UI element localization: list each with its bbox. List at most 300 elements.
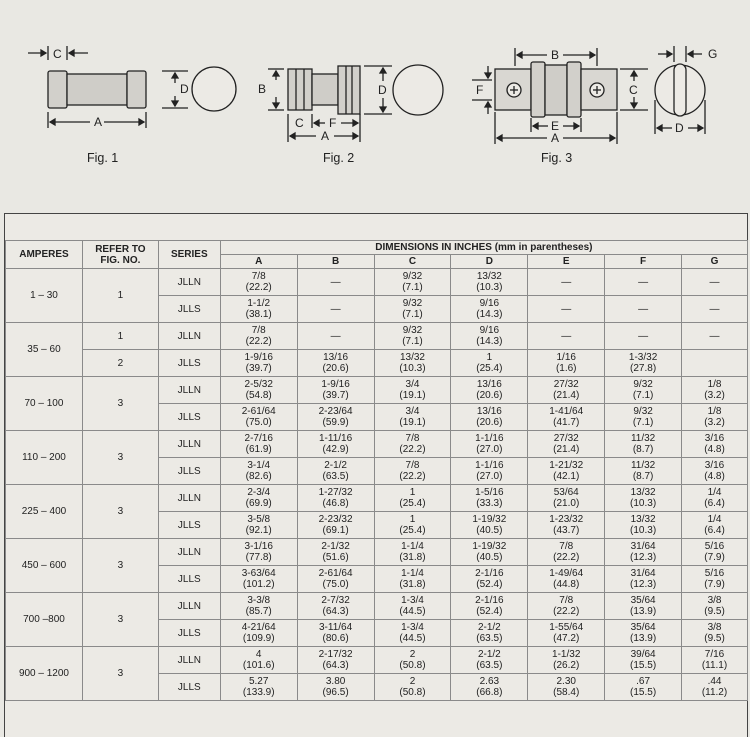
- inch-value: 1-3/4: [401, 622, 424, 633]
- mm-value: (14.3): [476, 336, 503, 347]
- inch-value: 1-19/32: [472, 541, 507, 552]
- mm-value: (44.8): [553, 579, 580, 590]
- inch-value: 3-5/8: [247, 514, 271, 525]
- mm-value: (4.8): [704, 444, 725, 455]
- dimension-cell-f: [605, 485, 682, 512]
- inch-value: 7/8: [251, 271, 266, 282]
- fig2-label-c: C: [295, 116, 304, 130]
- table-row: [6, 647, 748, 674]
- dimension-cell-d: [451, 593, 528, 620]
- inch-value: 1/16: [556, 352, 576, 363]
- mm-value: (22.2): [399, 471, 426, 482]
- mm-value: (4.8): [704, 471, 725, 482]
- dimension-cell-e: [528, 674, 605, 701]
- dimension-cell-c: [374, 269, 451, 296]
- mm-value: (10.3): [399, 363, 426, 374]
- table-row: [6, 350, 748, 377]
- dimension-cell-f: [605, 566, 682, 593]
- mm-value: (7.9): [704, 579, 725, 590]
- inch-value: 7/8: [405, 433, 420, 444]
- inch-value: 1-5/16: [475, 487, 504, 498]
- mm-value: (44.5): [399, 633, 426, 644]
- dimensions-table: [5, 240, 748, 701]
- series-cell: JLLN: [158, 593, 220, 620]
- dimension-cell-c: [374, 458, 451, 485]
- header-col-c: C: [374, 255, 451, 269]
- inch-value: 9/32: [402, 271, 423, 282]
- inch-value: 1-1/4: [401, 541, 424, 552]
- inch-value: 13/32: [630, 514, 656, 525]
- amperes-cell: 225 – 400: [6, 485, 83, 539]
- mm-value: (50.8): [399, 687, 426, 698]
- mm-value: (101.2): [242, 579, 275, 590]
- dimension-cell-g: [682, 377, 748, 404]
- dimension-cell-f: [605, 674, 682, 701]
- mm-value: (51.6): [322, 552, 349, 563]
- mm-value: (44.5): [399, 606, 426, 617]
- inch-value: 3/8: [707, 595, 722, 606]
- table-row: [6, 593, 748, 620]
- mm-value: (21.0): [553, 498, 580, 509]
- mm-value: (22.2): [399, 444, 426, 455]
- dimension-cell-a: [220, 512, 297, 539]
- dimension-cell-b: [297, 593, 374, 620]
- dimension-cell-g: [682, 485, 748, 512]
- inch-value: 2-1/16: [475, 595, 504, 606]
- header-col-d: D: [451, 255, 528, 269]
- dimension-cell-a: [220, 323, 297, 350]
- series-cell: JLLS: [158, 458, 220, 485]
- series-cell: JLLN: [158, 377, 220, 404]
- mm-value: (96.5): [322, 687, 349, 698]
- mm-value: (26.2): [553, 660, 580, 671]
- mm-value: (52.4): [476, 606, 503, 617]
- mm-value: (3.2): [704, 390, 725, 401]
- header-col-g: G: [682, 255, 748, 269]
- mm-value: (19.1): [399, 390, 426, 401]
- inch-value: 3/16: [704, 433, 725, 444]
- mm-value: (21.4): [553, 390, 580, 401]
- inch-value: 1-27/32: [318, 487, 353, 498]
- dimension-cell-a: [220, 539, 297, 566]
- mm-value: (40.5): [476, 552, 503, 563]
- mm-value: (69.1): [322, 525, 349, 536]
- header-col-e: E: [528, 255, 605, 269]
- inch-value: 39/64: [630, 649, 656, 660]
- inch-value: 2.63: [479, 676, 500, 687]
- dimension-cell-g: [682, 458, 748, 485]
- inch-value: 2-23/64: [318, 406, 353, 417]
- mm-value: (133.9): [242, 687, 275, 698]
- inch-value: 53/64: [553, 487, 579, 498]
- series-cell: JLLN: [158, 539, 220, 566]
- dimension-cell-c: [374, 539, 451, 566]
- inch-value: 3/16: [704, 460, 725, 471]
- inch-value: 3-1/16: [244, 541, 273, 552]
- header-col-a: A: [220, 255, 297, 269]
- series-cell: JLLS: [158, 350, 220, 377]
- inch-value: 3-11/64: [319, 622, 353, 633]
- inch-value: 27/32: [553, 379, 579, 390]
- inch-value: 4-21/64: [241, 622, 276, 633]
- inch-value: 13/32: [630, 487, 656, 498]
- mm-value: (39.7): [322, 390, 349, 401]
- dimension-cell-d: [451, 323, 528, 350]
- dimension-cell-g: [682, 539, 748, 566]
- mm-value: (8.7): [632, 444, 654, 455]
- mm-value: (25.4): [399, 498, 426, 509]
- mm-value: (80.6): [322, 633, 349, 644]
- table-row: [6, 323, 748, 350]
- dimension-cell-e: [528, 566, 605, 593]
- inch-value: 3-3/8: [247, 595, 271, 606]
- fig1-label-d: D: [180, 82, 189, 96]
- dimension-cell-a: [220, 458, 297, 485]
- header-dimensions: DIMENSIONS IN INCHES (mm in parentheses): [220, 241, 747, 255]
- fig3-label-c: C: [629, 83, 638, 97]
- dimension-cell-b: [297, 674, 374, 701]
- dimension-cell-d: [451, 647, 528, 674]
- mm-value: (77.8): [245, 552, 272, 563]
- dimension-cell-g: [682, 296, 748, 323]
- dimension-cell-e: [528, 377, 605, 404]
- inch-value: 2.30: [556, 676, 576, 687]
- dimension-cell-d: [451, 296, 528, 323]
- inch-value: —: [638, 330, 649, 342]
- fig3-label-a: A: [551, 131, 560, 145]
- mm-value: (22.2): [553, 552, 580, 563]
- dimension-cell-e: [528, 485, 605, 512]
- mm-value: (27.0): [476, 444, 503, 455]
- mm-value: (20.6): [476, 417, 503, 428]
- inch-value: 1-1/4: [401, 568, 424, 579]
- inch-value: 31/64: [630, 568, 656, 579]
- mm-value: (7.9): [704, 552, 725, 563]
- inch-value: 1-9/16: [244, 352, 273, 363]
- fig3-drawing: [472, 46, 717, 145]
- mm-value: (21.4): [553, 444, 580, 455]
- inch-value: 11/32: [630, 433, 656, 444]
- inch-value: 2-7/32: [321, 595, 350, 606]
- amperes-cell: 450 – 600: [6, 539, 83, 593]
- mm-value: (82.6): [245, 471, 272, 482]
- inch-value: 2-7/16: [244, 433, 273, 444]
- mm-value: (20.6): [322, 363, 349, 374]
- dimension-cell-c: [374, 647, 451, 674]
- inch-value: 35/64: [630, 622, 656, 633]
- dimension-cell-b: [297, 458, 374, 485]
- dimension-cell-c: [374, 566, 451, 593]
- dimension-cell-b: [297, 566, 374, 593]
- fuse-diagrams: [0, 0, 750, 205]
- inch-value: 7/8: [405, 460, 420, 471]
- inch-value: 1: [409, 514, 416, 525]
- dimension-cell-g: [682, 323, 748, 350]
- series-cell: JLLS: [158, 620, 220, 647]
- inch-value: 2-3/4: [247, 487, 271, 498]
- amperes-cell: 70 – 100: [6, 377, 83, 431]
- inch-value: 9/32: [633, 406, 653, 417]
- series-cell: JLLS: [158, 512, 220, 539]
- inch-value: .67: [636, 676, 651, 687]
- inch-value: 2-1/32: [321, 541, 350, 552]
- inch-value: 13/16: [476, 379, 502, 390]
- dimension-cell-b: [297, 539, 374, 566]
- dimension-cell-f: [605, 377, 682, 404]
- inch-value: 7/8: [559, 541, 574, 552]
- dimension-cell-c: [374, 674, 451, 701]
- fig1-caption: Fig. 1: [87, 151, 119, 165]
- inch-value: 1-9/16: [321, 379, 350, 390]
- inch-value: 2: [409, 676, 416, 687]
- dimension-cell-c: [374, 512, 451, 539]
- series-cell: JLLN: [158, 485, 220, 512]
- inch-value: 4: [255, 649, 262, 660]
- inch-value: 3-63/64: [241, 568, 276, 579]
- mm-value: (11.1): [701, 660, 728, 671]
- dimension-cell-d: [451, 458, 528, 485]
- inch-value: 9/32: [402, 325, 423, 336]
- dimension-cell-c: [374, 431, 451, 458]
- dimension-cell-c: [374, 593, 451, 620]
- dimension-cell-b: [297, 296, 374, 323]
- mm-value: (1.6): [555, 363, 577, 374]
- dimension-cell-f: [605, 296, 682, 323]
- fig3-label-g: G: [708, 47, 718, 61]
- mm-value: (6.4): [704, 525, 725, 536]
- inch-value: .44: [707, 676, 722, 687]
- dimension-cell-g: [682, 620, 748, 647]
- inch-value: 35/64: [630, 595, 656, 606]
- dimension-cell-c: [374, 296, 451, 323]
- inch-value: 3/8: [707, 622, 722, 633]
- inch-value: 1-55/64: [549, 622, 584, 633]
- mm-value: (7.1): [402, 282, 423, 293]
- inch-value: —: [330, 303, 341, 315]
- mm-value: (42.1): [553, 471, 580, 482]
- inch-value: 9/16: [479, 325, 500, 336]
- dimension-cell-a: [220, 566, 297, 593]
- dimension-cell-g: [682, 512, 748, 539]
- fig2-drawing: [258, 65, 443, 143]
- dimension-cell-f: [605, 512, 682, 539]
- mm-value: (13.9): [630, 606, 657, 617]
- figures-area: [0, 0, 750, 205]
- dimension-cell-a: [220, 350, 297, 377]
- dimension-cell-e: [528, 539, 605, 566]
- dimension-cell-g: [682, 593, 748, 620]
- series-cell: JLLN: [158, 269, 220, 296]
- mm-value: (64.3): [322, 606, 349, 617]
- dimension-cell-c: [374, 404, 451, 431]
- header-amperes: AMPERES: [6, 241, 83, 269]
- mm-value: (31.8): [399, 552, 426, 563]
- inch-value: 1-3/32: [628, 352, 658, 363]
- dimension-cell-f: [605, 647, 682, 674]
- mm-value: (27.8): [630, 363, 657, 374]
- inch-value: 7/16: [704, 649, 725, 660]
- inch-value: 13/32: [476, 271, 502, 282]
- dimension-cell-a: [220, 404, 297, 431]
- inch-value: 1-1/16: [475, 460, 504, 471]
- fig1-label-c: C: [53, 47, 62, 61]
- dimension-cell-b: [297, 431, 374, 458]
- dimension-cell-a: [220, 647, 297, 674]
- dimension-cell-b: [297, 620, 374, 647]
- dimension-cell-a: [220, 431, 297, 458]
- mm-value: (41.7): [553, 417, 580, 428]
- mm-value: (6.4): [704, 498, 725, 509]
- inch-value: 9/16: [479, 298, 500, 309]
- mm-value: (20.6): [476, 390, 503, 401]
- mm-value: (10.3): [476, 282, 503, 293]
- inch-value: 2-1/2: [324, 460, 347, 471]
- mm-value: (64.3): [322, 660, 349, 671]
- header-series: SERIES: [158, 241, 220, 269]
- inch-value: 1/8: [707, 379, 722, 390]
- series-cell: JLLN: [158, 431, 220, 458]
- dimension-cell-c: [374, 620, 451, 647]
- dimension-cell-f: [605, 539, 682, 566]
- header-col-b: B: [297, 255, 374, 269]
- inch-value: 2-5/32: [244, 379, 273, 390]
- dimension-cell-d: [451, 350, 528, 377]
- inch-value: 9/32: [402, 298, 423, 309]
- dimension-cell-g: [682, 350, 748, 377]
- mm-value: (31.8): [399, 579, 426, 590]
- header-col-f: F: [605, 255, 682, 269]
- dimension-cell-d: [451, 539, 528, 566]
- table-row: [6, 485, 748, 512]
- series-cell: JLLN: [158, 323, 220, 350]
- dimension-cell-g: [682, 674, 748, 701]
- inch-value: —: [638, 276, 649, 288]
- inch-value: 2: [409, 649, 416, 660]
- dimension-cell-b: [297, 269, 374, 296]
- dimension-cell-f: [605, 431, 682, 458]
- dimension-cell-e: [528, 296, 605, 323]
- mm-value: (7.1): [632, 390, 654, 401]
- dimension-cell-b: [297, 512, 374, 539]
- dimension-cell-e: [528, 647, 605, 674]
- inch-value: 1-1/2: [247, 298, 271, 309]
- fig2-caption: Fig. 2: [323, 151, 355, 165]
- dimension-cell-b: [297, 404, 374, 431]
- mm-value: (58.4): [553, 687, 580, 698]
- dimension-cell-a: [220, 377, 297, 404]
- mm-value: (9.5): [704, 606, 725, 617]
- inch-value: 7/8: [559, 595, 574, 606]
- dimension-cell-e: [528, 431, 605, 458]
- dimension-cell-a: [220, 674, 297, 701]
- dimension-cell-e: [528, 350, 605, 377]
- inch-value: 13/16: [323, 352, 349, 363]
- dimension-cell-b: [297, 350, 374, 377]
- dimension-cell-d: [451, 485, 528, 512]
- table-row: [6, 539, 748, 566]
- amperes-cell: 700 –800: [6, 593, 83, 647]
- mm-value: (52.4): [476, 579, 503, 590]
- mm-value: (10.3): [630, 498, 657, 509]
- inch-value: —: [561, 303, 572, 315]
- mm-value: (12.3): [630, 579, 657, 590]
- mm-value: (8.7): [632, 471, 654, 482]
- fig2-label-a: A: [321, 129, 330, 143]
- dimension-cell-c: [374, 485, 451, 512]
- inch-value: 3/4: [405, 379, 420, 390]
- dimension-cell-g: [682, 566, 748, 593]
- amperes-cell: 1 – 30: [6, 269, 83, 323]
- inch-value: —: [330, 276, 341, 288]
- dimension-cell-d: [451, 269, 528, 296]
- mm-value: (22.2): [553, 606, 580, 617]
- dimension-cell-a: [220, 296, 297, 323]
- dimension-cell-e: [528, 458, 605, 485]
- fig-no-cell: 3: [82, 431, 158, 485]
- fig-no-cell: 3: [82, 377, 158, 431]
- mm-value: (25.4): [399, 525, 426, 536]
- header-refer-line2: FIG. NO.: [100, 254, 141, 266]
- dimension-cell-e: [528, 512, 605, 539]
- inch-value: —: [709, 276, 720, 288]
- inch-value: 1/8: [707, 406, 722, 417]
- inch-value: 3/4: [405, 406, 420, 417]
- inch-value: 1-1/16: [475, 433, 504, 444]
- inch-value: 11/32: [630, 460, 656, 471]
- dimension-cell-a: [220, 620, 297, 647]
- dimension-cell-b: [297, 485, 374, 512]
- inch-value: 1: [486, 352, 493, 363]
- mm-value: (22.2): [245, 336, 272, 347]
- inch-value: 7/8: [251, 325, 266, 336]
- inch-value: 1-21/32: [549, 460, 584, 471]
- dimensions-table-panel: [4, 213, 748, 737]
- dimension-cell-d: [451, 512, 528, 539]
- mm-value: (14.3): [476, 309, 503, 320]
- dimension-cell-a: [220, 593, 297, 620]
- mm-value: (40.5): [476, 525, 503, 536]
- fig3-label-d: D: [675, 121, 684, 135]
- dimension-cell-g: [682, 404, 748, 431]
- mm-value: (27.0): [476, 471, 503, 482]
- mm-value: (85.7): [245, 606, 272, 617]
- mm-value: (46.8): [322, 498, 349, 509]
- mm-value: (69.9): [245, 498, 272, 509]
- inch-value: —: [561, 276, 572, 288]
- dimension-cell-e: [528, 323, 605, 350]
- inch-value: 5/16: [704, 568, 725, 579]
- inch-value: 31/64: [630, 541, 656, 552]
- fig-no-cell: 3: [82, 539, 158, 593]
- dimension-cell-b: [297, 323, 374, 350]
- inch-value: 3-1/4: [247, 460, 271, 471]
- inch-value: 1-1/32: [552, 649, 581, 660]
- dimension-cell-g: [682, 431, 748, 458]
- fig-no-cell: 3: [82, 647, 158, 701]
- mm-value: (54.8): [245, 390, 272, 401]
- mm-value: (61.9): [245, 444, 272, 455]
- dimension-cell-d: [451, 566, 528, 593]
- inch-value: —: [709, 330, 720, 342]
- inch-value: —: [330, 330, 341, 342]
- dimension-cell-d: [451, 620, 528, 647]
- mm-value: (63.5): [476, 633, 503, 644]
- series-cell: JLLN: [158, 647, 220, 674]
- mm-value: (63.5): [476, 660, 503, 671]
- dimension-cell-d: [451, 404, 528, 431]
- dimension-cell-a: [220, 485, 297, 512]
- inch-value: 1: [409, 487, 416, 498]
